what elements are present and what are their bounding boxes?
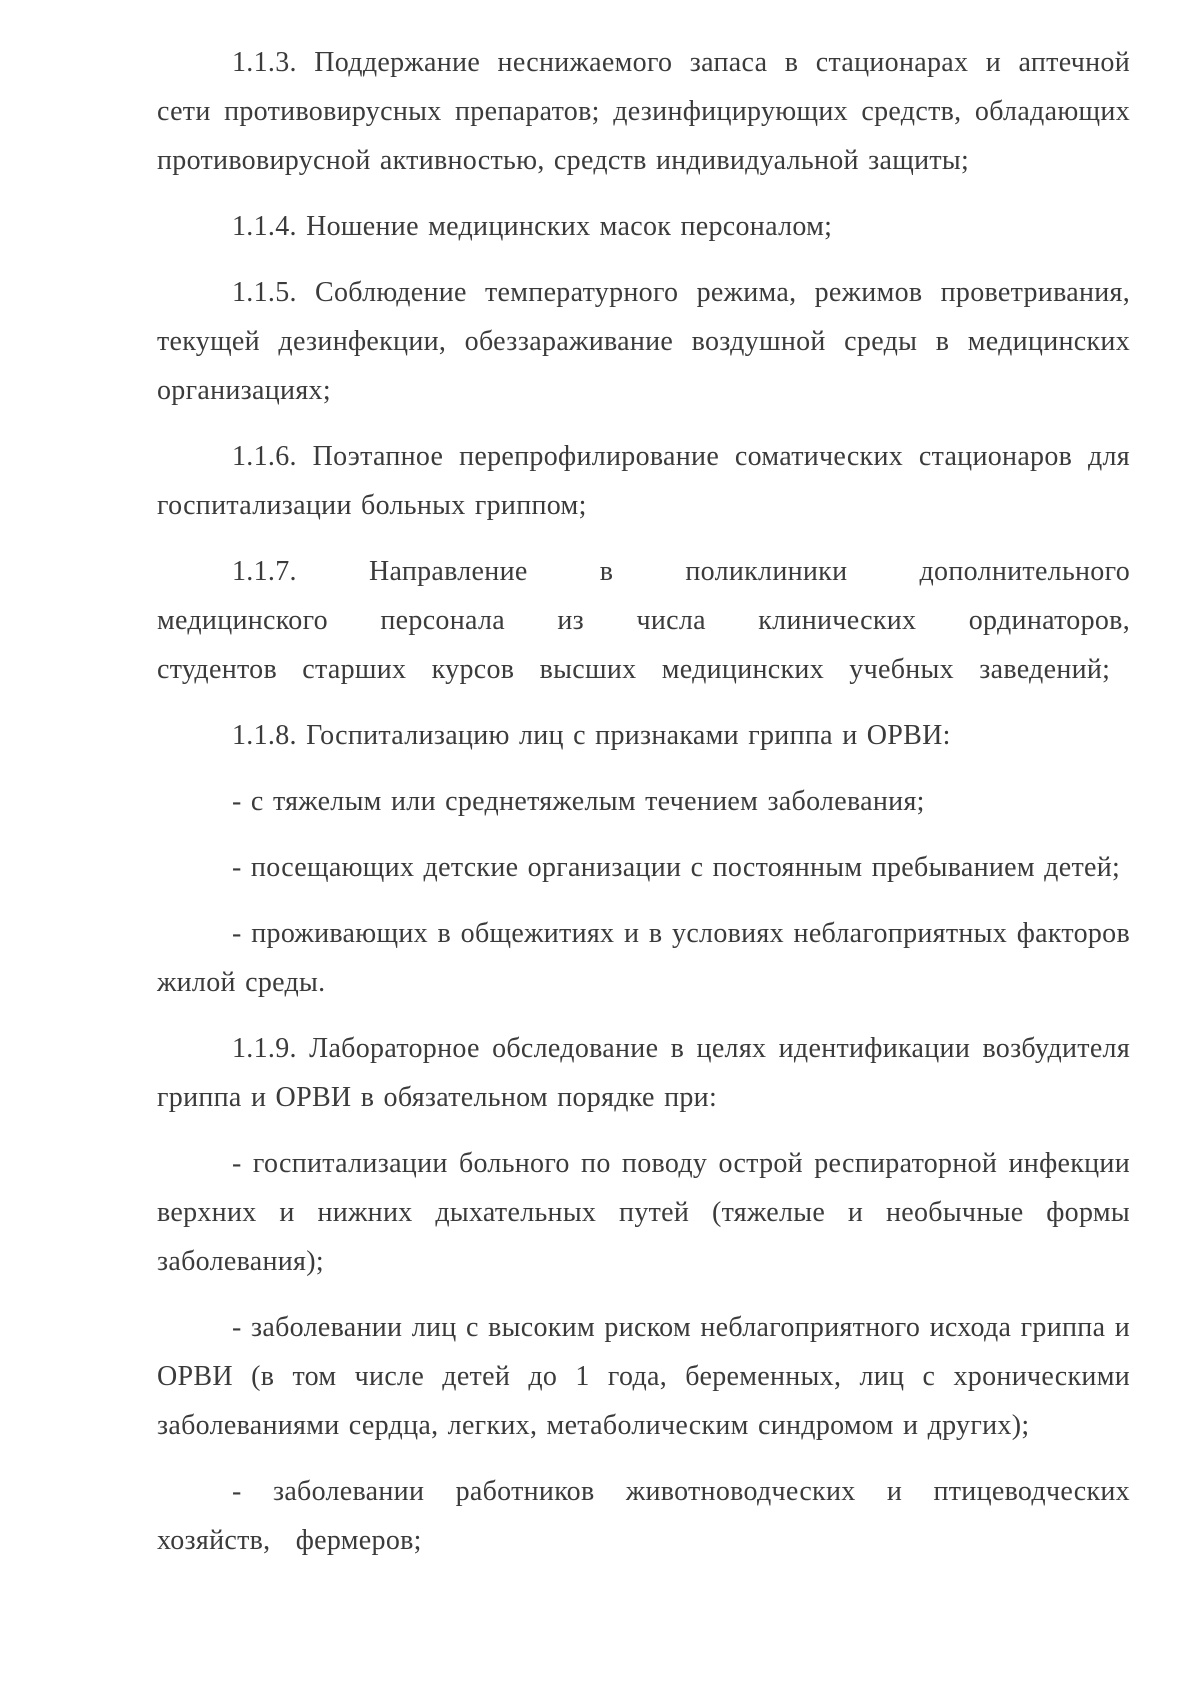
paragraph-1-1-3: 1.1.3. Поддержание неснижаемого запаса в стационарах и аптечной сети противовирусных препаратов; дезинфицирующих средств, обладающих противовирусной активностью, средств индивидуальной защиты; xyxy=(157,47,1130,176)
paragraph-1-1-5: 1.1.5. Соблюдение температурного режима, режимов проветривания, текущей дезинфекции, обеззараживание воздушной среды в медицинских организациях; xyxy=(157,277,1130,406)
paragraph-1-1-9: 1.1.9. Лабораторное обследование в целях идентификации возбудителя гриппа и ОРВИ в обязательном порядке при: xyxy=(157,1033,1130,1113)
paragraph-1-1-4: 1.1.4. Ношение медицинских масок персоналом; xyxy=(232,211,833,242)
list-item-hospitalization: - госпитализации больного по поводу острой респираторной инфекции верхних и нижних дыхательных путей (тяжелые и необычные формы заболевания); xyxy=(157,1148,1130,1277)
paragraph-1-1-8: 1.1.8. Госпитализацию лиц с признаками гриппа и ОРВИ: xyxy=(232,720,951,751)
list-item-high-risk: - заболевании лиц с высоким риском неблагоприятного исхода гриппа и ОРВИ (в том числе детей до 1 года, беременных, лиц с хроническими заболеваниями сердца, легких, метаболическим синдромом и других); xyxy=(157,1312,1130,1441)
list-item-livestock-workers: - заболевании работников животноводческих и птицеводческих хозяйств, фермеров; xyxy=(157,1476,1130,1556)
list-item-dormitories: - проживающих в общежитиях и в условиях неблагоприятных факторов жилой среды. xyxy=(157,918,1130,998)
paragraph-1-1-7: 1.1.7. Направление в поликлиники дополнительного медицинского персонала из числа клинических ординаторов, студентов старших курсов высших медицинских учебных заведений; xyxy=(157,556,1130,685)
document-body xyxy=(157,38,1130,1582)
list-item-child-organizations: - посещающих детские организации с постоянным пребыванием детей; xyxy=(232,852,1121,883)
list-item-severe-course: - с тяжелым или среднетяжелым течением заболевания; xyxy=(232,786,925,817)
paragraph-1-1-6: 1.1.6. Поэтапное перепрофилирование соматических стационаров для госпитализации больных гриппом; xyxy=(157,441,1130,521)
